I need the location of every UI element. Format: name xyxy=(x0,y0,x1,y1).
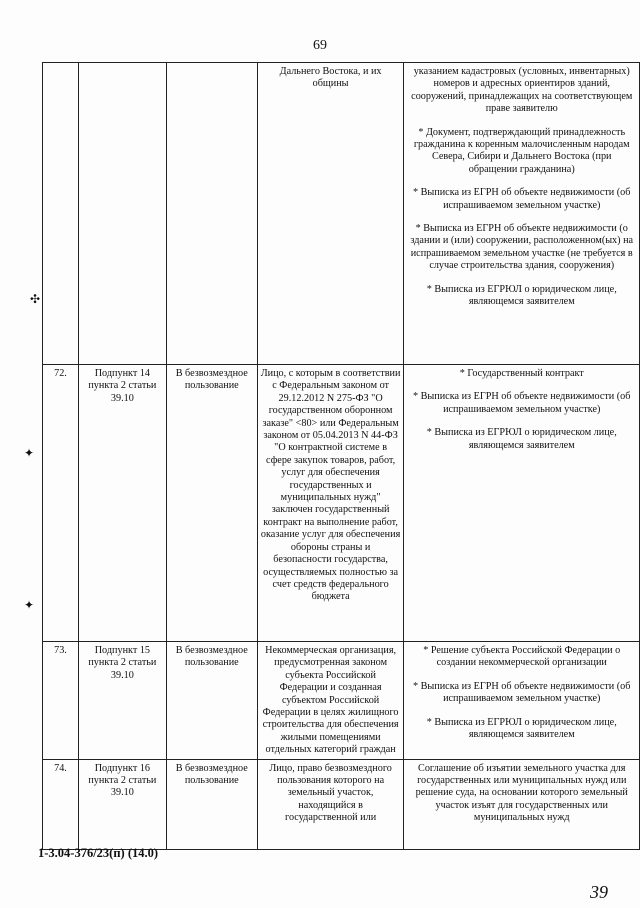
required-documents-cell xyxy=(404,365,640,642)
required-document: Соглашение об изъятии земельного участка для государственных или муниципальных нужд или решение суда, на основании которого земельный участок изъят для государственных или муниципальных нужд xyxy=(415,762,628,824)
row-number-cell xyxy=(43,365,79,642)
applicant-description: Дальнего Востока, и их общины xyxy=(279,66,382,90)
use-type-cell xyxy=(166,759,257,849)
legal-basis: Подпункт 14 пункта 2 статьи 39.10 xyxy=(88,368,157,404)
scan-mark-icon: ✦ xyxy=(24,446,35,460)
scan-mark-icon: ✣ xyxy=(30,292,41,306)
use-type: В безвозмездное пользование xyxy=(175,762,248,787)
legal-basis: Подпункт 16 пункта 2 статьи 39.10 xyxy=(88,762,157,799)
legal-basis-cell xyxy=(78,365,166,642)
required-document: * Выписка из ЕГРН об объекте недвижимости (об испрашиваемом земельном участке) xyxy=(413,187,631,211)
row-number: 73. xyxy=(54,645,67,656)
legal-basis: Подпункт 15 пункта 2 статьи 39.10 xyxy=(88,645,157,681)
required-document: * Выписка из ЕГРЮЛ о юридическом лице, являющемся заявителем xyxy=(426,283,617,308)
document-code: 1-3.04-376/23(п) (14.0) xyxy=(38,846,159,860)
required-documents-cell xyxy=(404,63,640,365)
use-type: В безвозмездное пользование xyxy=(175,645,248,669)
table-row xyxy=(43,365,640,642)
row-number-cell xyxy=(43,759,79,849)
requirements-table xyxy=(42,62,640,850)
applicant-description: Лицо, право безвозмездного пользования которого на земельный участок, находящийся в государственной или xyxy=(269,762,392,824)
required-document: * Выписка из ЕГРН об объекте недвижимости (об испрашиваемом земельном участке) xyxy=(413,391,631,415)
applicant-description: Некоммерческая организация, предусмотренная законом субъекта Российской Федерации и созданная субъектом Российской Федерации в целях жилищного строительства для обеспечения жилыми помещениями отдельных категорий граждан xyxy=(262,645,399,756)
applicant-description-cell xyxy=(257,759,404,849)
required-document: * Выписка из ЕГРЮЛ о юридическом лице, являющемся заявителем xyxy=(426,716,617,741)
required-document: * Выписка из ЕГРЮЛ о юридическом лице, являющемся заявителем xyxy=(426,427,617,451)
legal-basis-cell xyxy=(78,63,166,365)
table-row xyxy=(43,642,640,760)
use-type-cell xyxy=(166,642,257,760)
row-number-cell xyxy=(43,642,79,760)
applicant-description: Лицо, с которым в соответствии с Федеральным законом от 29.12.2012 N 275-ФЗ "О государственном оборонном заказе" <80> или Федеральным законом от 05.04.2013 N 44-ФЗ "О контрактной системе в сфере закупок товаров, работ, услуг для обеспечения государственных и муниципальных нужд" заключен государственный контракт на выполнение работ, оказание услуг для обеспечения обороны страны и безопасности государства, осуществляемых полностью за счет средств федерального бюджета xyxy=(260,368,401,603)
required-documents-cell xyxy=(404,759,640,849)
use-type-cell xyxy=(166,365,257,642)
required-document: * Выписка из ЕГРН об объекте недвижимости (об испрашиваемом земельном участке) xyxy=(413,680,631,705)
applicant-description-cell xyxy=(257,365,404,642)
legal-basis-cell xyxy=(78,759,166,849)
applicant-description-cell xyxy=(257,642,404,760)
handwritten-page-number: 39 xyxy=(590,882,608,902)
scan-mark-icon: ✦ xyxy=(24,598,35,612)
use-type: В безвозмездное пользование xyxy=(175,368,248,392)
required-document: * Выписка из ЕГРН об объекте недвижимости (о здании и (или) сооружении, расположенном(ых) на испрашиваемом земельном участке (не требуется в случае строительства здания, сооружения) xyxy=(410,223,634,272)
table-row xyxy=(43,63,640,365)
applicant-description-cell xyxy=(257,63,404,365)
row-number-cell xyxy=(43,63,79,365)
required-document: указанием кадастровых (условных, инвентарных) номеров и адресных ориентиров зданий, сооружений, принадлежащих на соответствующем праве заявителю xyxy=(411,66,633,115)
use-type-cell xyxy=(166,63,257,365)
required-documents-cell xyxy=(404,642,640,760)
legal-basis-cell xyxy=(78,642,166,760)
required-document: * Документ, подтверждающий принадлежность гражданина к коренным малочисленным народам Севера, Сибири и Дальнего Востока (при обращении гражданина) xyxy=(413,126,630,175)
table-row xyxy=(43,759,640,849)
required-document: * Решение субъекта Российской Федерации о создании некоммерческой организации xyxy=(423,645,621,669)
row-number: 72. xyxy=(54,368,67,379)
page-number: 69 xyxy=(313,38,327,53)
row-number: 74. xyxy=(54,762,67,774)
required-document: * Государственный контракт xyxy=(459,368,584,379)
